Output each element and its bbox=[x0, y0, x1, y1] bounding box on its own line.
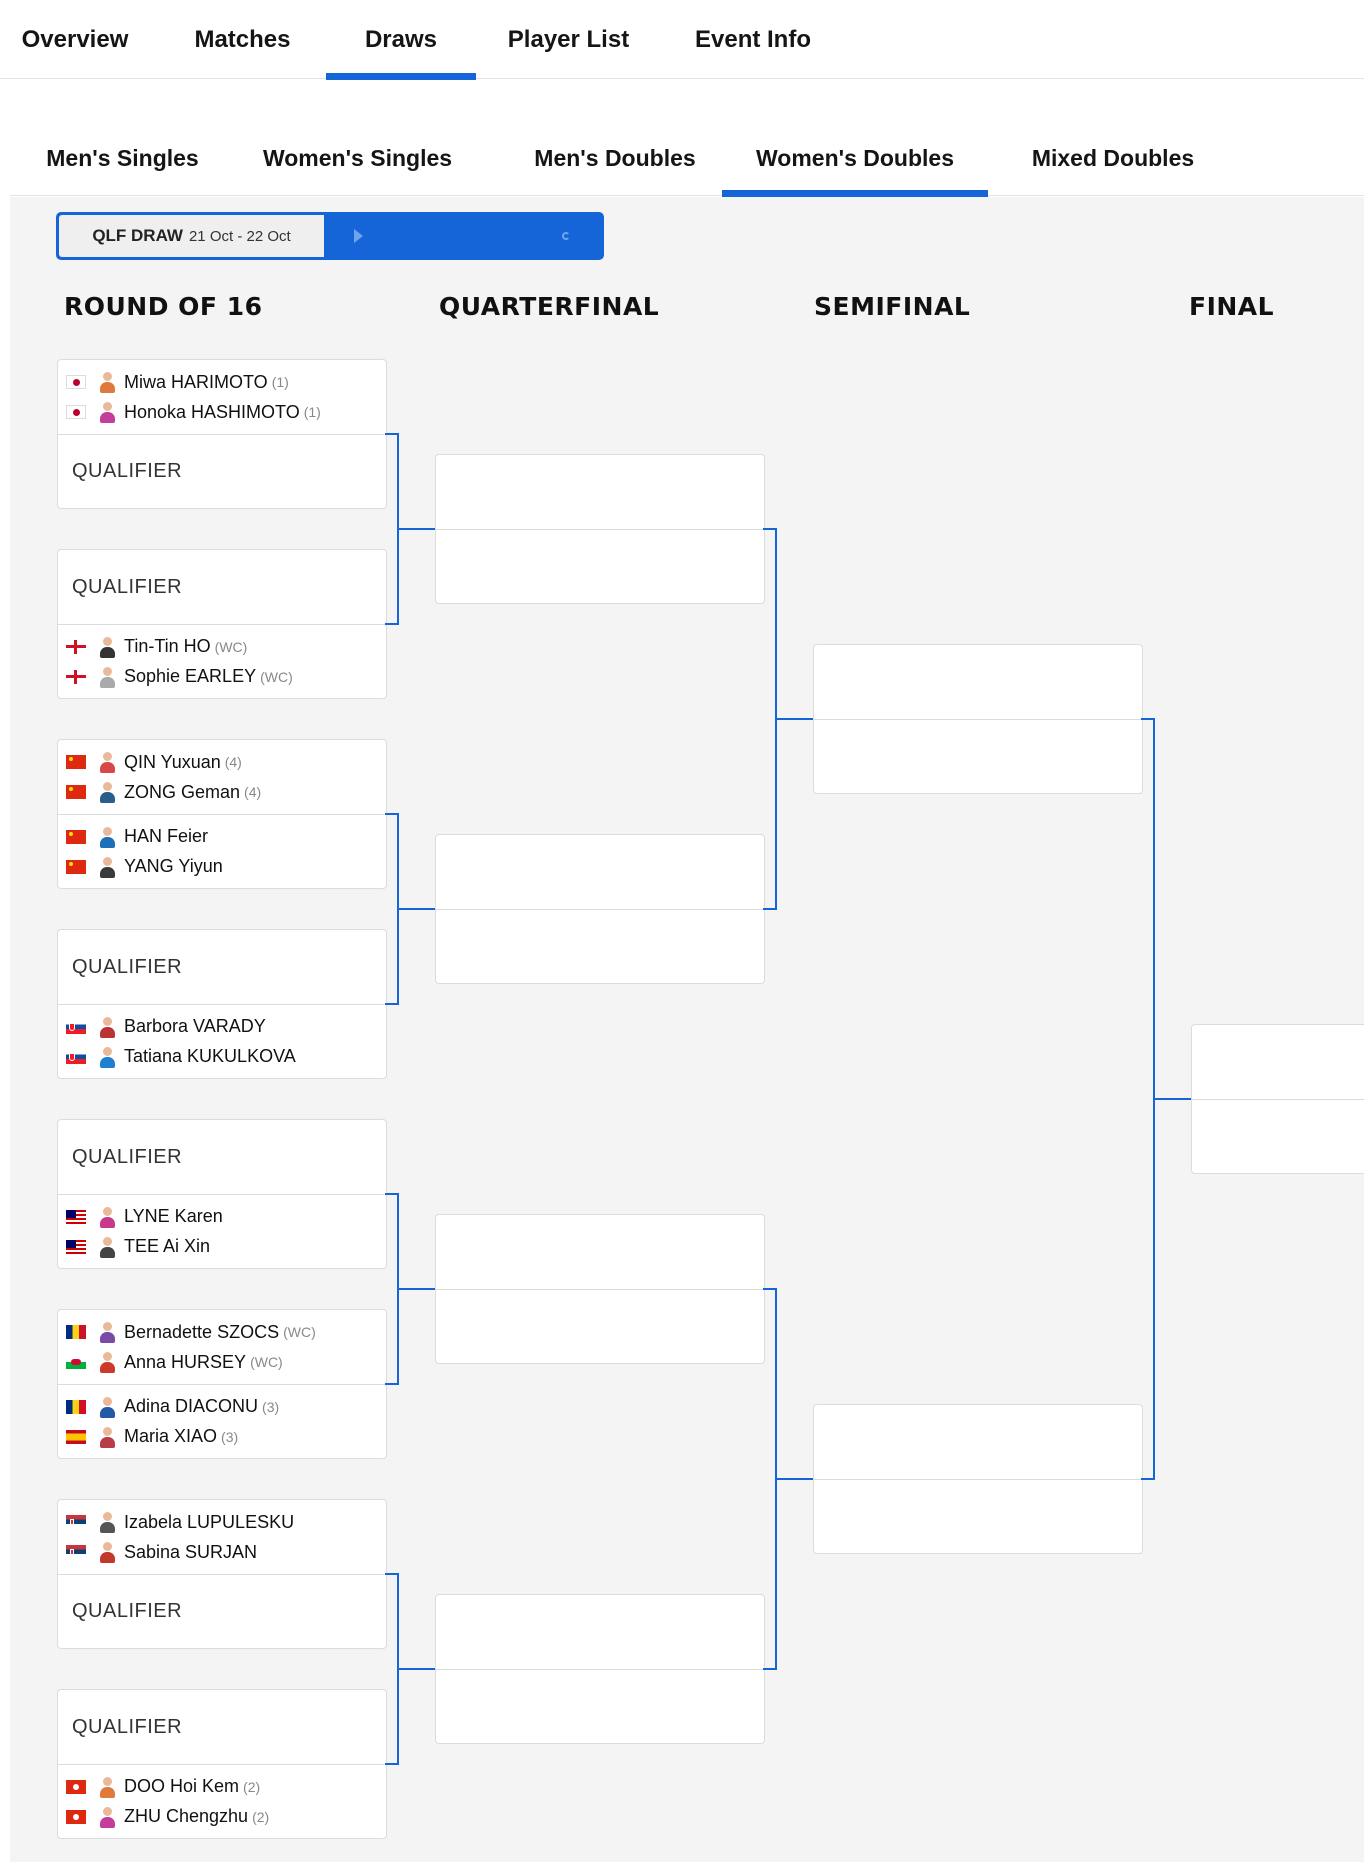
bracket-connector bbox=[385, 813, 399, 1005]
player-name: Tin-Tin HO bbox=[124, 636, 211, 656]
player-seed: (4) bbox=[244, 784, 262, 800]
qf-match bbox=[435, 454, 765, 604]
player-row[interactable] bbox=[58, 662, 386, 692]
round-title-r16: ROUND OF 16 bbox=[64, 292, 263, 321]
bracket-connector bbox=[1141, 718, 1155, 1480]
player-avatar-icon bbox=[98, 1351, 116, 1373]
bracket-connector-line bbox=[399, 1668, 435, 1670]
player-avatar-icon bbox=[98, 666, 116, 688]
tab-mens-doubles[interactable]: Men's Doubles bbox=[534, 144, 696, 171]
player-seed: (WC) bbox=[214, 638, 248, 655]
player-avatar-icon bbox=[98, 401, 116, 423]
player-name: YANG Yiyun bbox=[124, 856, 223, 876]
player-row[interactable] bbox=[58, 1392, 386, 1422]
tab-draws[interactable]: Draws bbox=[326, 0, 476, 79]
player-avatar-icon bbox=[98, 1511, 116, 1533]
player-name: Maria XIAO bbox=[124, 1426, 218, 1446]
bracket-connector-line bbox=[399, 908, 435, 910]
tab-matches[interactable]: Matches bbox=[194, 25, 291, 53]
flag-icon bbox=[66, 830, 86, 844]
r16-match bbox=[57, 739, 387, 889]
draw-label: QLF DRAW bbox=[92, 226, 183, 245]
player-row[interactable] bbox=[58, 1347, 386, 1377]
player-avatar-icon bbox=[98, 1236, 116, 1258]
bracket-connector-line bbox=[777, 1478, 813, 1480]
round-title-final: FINAL bbox=[1189, 292, 1275, 321]
bracket-connector bbox=[385, 1573, 399, 1765]
empty-slot bbox=[1192, 1025, 1364, 1099]
flag-icon bbox=[66, 785, 86, 799]
qf-match bbox=[435, 1214, 765, 1364]
empty-slot bbox=[436, 835, 764, 909]
draw-selector-option-qlf[interactable] bbox=[59, 215, 324, 257]
player-row[interactable] bbox=[58, 367, 386, 397]
round-title-qf: QUARTERFINAL bbox=[439, 292, 660, 321]
sf-match bbox=[813, 644, 1143, 794]
player-avatar-icon bbox=[98, 1776, 116, 1798]
player-avatar-icon bbox=[98, 826, 116, 848]
player-seed: (2) bbox=[252, 1808, 270, 1825]
flag-icon bbox=[66, 1355, 86, 1369]
flag-icon bbox=[66, 1780, 86, 1794]
player-seed: (1) bbox=[303, 404, 321, 420]
pair-slot[interactable] bbox=[58, 814, 386, 888]
player-avatar-icon bbox=[98, 751, 116, 773]
player-avatar-icon bbox=[98, 1321, 116, 1343]
player-seed: (1) bbox=[271, 374, 289, 390]
bracket-connector bbox=[385, 1193, 399, 1385]
r16-match bbox=[57, 1689, 387, 1839]
flag-icon bbox=[66, 670, 86, 684]
player-seed: (2) bbox=[243, 1778, 261, 1795]
r16-match bbox=[57, 1309, 387, 1459]
tab-mens-singles[interactable]: Men's Singles bbox=[46, 144, 199, 171]
tab-mixed-doubles[interactable]: Mixed Doubles bbox=[1031, 144, 1195, 171]
flag-icon bbox=[66, 860, 86, 874]
player-row[interactable] bbox=[58, 1232, 386, 1262]
player-seed: (3) bbox=[262, 1398, 280, 1415]
player-row[interactable] bbox=[58, 632, 386, 662]
player-name: Honoka HASHIMOTO bbox=[124, 401, 300, 422]
player-avatar-icon bbox=[98, 1806, 116, 1828]
flag-icon bbox=[66, 1430, 86, 1444]
qualifier-slot[interactable] bbox=[58, 1574, 386, 1648]
flag-icon bbox=[66, 375, 86, 389]
tab-womens-singles[interactable]: Women's Singles bbox=[262, 144, 453, 171]
player-name: HAN Feier bbox=[124, 826, 209, 846]
qualifier-slot[interactable] bbox=[58, 1690, 386, 1764]
player-seed: (WC) bbox=[260, 668, 293, 685]
refresh-icon bbox=[562, 232, 570, 240]
player-row[interactable] bbox=[58, 747, 386, 777]
empty-slot bbox=[814, 1405, 1142, 1479]
player-name: ZHU Chengzhu bbox=[124, 1806, 249, 1826]
qualifier-label: QUALIFIER bbox=[72, 575, 183, 598]
tab-womens-doubles[interactable]: Women's Doubles bbox=[722, 120, 988, 196]
qualifier-slot[interactable] bbox=[58, 434, 386, 508]
player-name: TEE Ai Xin bbox=[124, 1236, 211, 1256]
player-avatar-icon bbox=[98, 636, 116, 658]
draw-selector[interactable] bbox=[56, 212, 604, 260]
qualifier-slot[interactable] bbox=[58, 930, 386, 1004]
player-row[interactable] bbox=[58, 852, 386, 882]
r16-match bbox=[57, 549, 387, 699]
empty-slot bbox=[436, 455, 764, 529]
qualifier-label: QUALIFIER bbox=[72, 460, 183, 482]
flag-icon bbox=[66, 1810, 86, 1824]
player-avatar-icon bbox=[98, 1046, 116, 1068]
pair-slot[interactable] bbox=[58, 1310, 386, 1384]
player-name: Miwa HARIMOTO bbox=[124, 371, 268, 392]
flag-icon bbox=[66, 1545, 86, 1559]
pair-slot[interactable] bbox=[58, 360, 386, 434]
tab-player-list[interactable]: Player List bbox=[507, 25, 630, 53]
player-name: Sabina SURJAN bbox=[124, 1541, 258, 1562]
round-title-sf: SEMIFINAL bbox=[814, 292, 971, 321]
draw-dates: 21 Oct - 22 Oct bbox=[188, 227, 291, 245]
flag-icon bbox=[66, 1050, 86, 1064]
player-name: ZONG Geman bbox=[124, 781, 241, 802]
empty-slot bbox=[436, 529, 764, 603]
player-seed: (WC) bbox=[250, 1354, 283, 1370]
player-row[interactable] bbox=[58, 1422, 386, 1452]
empty-slot bbox=[436, 1595, 764, 1669]
flag-icon bbox=[66, 1515, 86, 1529]
flag-icon bbox=[66, 640, 86, 654]
player-row[interactable] bbox=[58, 1802, 386, 1832]
qualifier-label: QUALIFIER bbox=[72, 1600, 183, 1622]
empty-slot bbox=[814, 719, 1142, 793]
player-avatar-icon bbox=[98, 1396, 116, 1418]
flag-icon bbox=[66, 1325, 86, 1339]
player-name: Bernadette SZOCS bbox=[124, 1321, 280, 1342]
final-match bbox=[1191, 1024, 1364, 1174]
bracket-connector-line bbox=[399, 1288, 435, 1290]
bracket-connector-line bbox=[777, 718, 813, 720]
player-name: Anna HURSEY bbox=[124, 1351, 247, 1372]
pair-slot[interactable] bbox=[58, 740, 386, 814]
player-name: Izabela LUPULESKU bbox=[124, 1511, 295, 1532]
player-row[interactable] bbox=[58, 1317, 386, 1347]
player-name: Sophie EARLEY bbox=[124, 666, 257, 686]
player-row[interactable] bbox=[58, 397, 386, 427]
player-name: Adina DIACONU bbox=[124, 1396, 259, 1416]
flag-icon bbox=[66, 1210, 86, 1224]
player-avatar-icon bbox=[98, 1541, 116, 1563]
event-navigation bbox=[10, 120, 1364, 196]
qf-match bbox=[435, 834, 765, 984]
qf-match bbox=[435, 1594, 765, 1744]
player-seed: (WC) bbox=[283, 1324, 316, 1340]
player-avatar-icon bbox=[98, 1426, 116, 1448]
top-navigation bbox=[0, 0, 1364, 79]
player-seed: (4) bbox=[224, 754, 242, 770]
player-avatar-icon bbox=[98, 371, 116, 393]
player-name: DOO Hoi Kem bbox=[124, 1776, 240, 1796]
player-row[interactable] bbox=[58, 822, 386, 852]
tab-event-info[interactable]: Event Info bbox=[694, 25, 811, 53]
bracket-connector bbox=[763, 1288, 777, 1670]
qualifier-slot[interactable] bbox=[58, 550, 386, 624]
empty-slot bbox=[814, 645, 1142, 719]
r16-match bbox=[57, 1499, 387, 1649]
pair-slot[interactable] bbox=[58, 1384, 386, 1458]
tab-overview[interactable]: Overview bbox=[21, 25, 129, 53]
flag-icon bbox=[66, 1240, 86, 1254]
sf-match bbox=[813, 1404, 1143, 1554]
player-avatar-icon bbox=[98, 781, 116, 803]
flag-icon bbox=[66, 405, 86, 419]
pair-slot[interactable] bbox=[58, 1764, 386, 1838]
qualifier-label: QUALIFIER bbox=[72, 955, 183, 978]
player-avatar-icon bbox=[98, 856, 116, 878]
pair-slot[interactable] bbox=[58, 1194, 386, 1268]
player-row[interactable] bbox=[58, 777, 386, 807]
play-icon bbox=[354, 229, 363, 243]
player-name: LYNE Karen bbox=[124, 1206, 223, 1226]
empty-slot bbox=[436, 1289, 764, 1363]
bracket-connector bbox=[763, 528, 777, 910]
r16-match bbox=[57, 1119, 387, 1269]
qualifier-slot[interactable] bbox=[58, 1120, 386, 1194]
player-avatar-icon bbox=[98, 1016, 116, 1038]
empty-slot bbox=[1192, 1099, 1364, 1173]
pair-slot[interactable] bbox=[58, 1500, 386, 1574]
bracket-connector-line bbox=[1155, 1098, 1191, 1100]
player-avatar-icon bbox=[98, 1206, 116, 1228]
flag-icon bbox=[66, 1400, 86, 1414]
flag-icon bbox=[66, 755, 86, 769]
r16-match bbox=[57, 359, 387, 509]
r16-match bbox=[57, 929, 387, 1079]
player-row[interactable] bbox=[58, 1772, 386, 1802]
player-row[interactable] bbox=[58, 1202, 386, 1232]
player-row[interactable] bbox=[58, 1507, 386, 1537]
qualifier-label: QUALIFIER bbox=[72, 1145, 183, 1168]
player-row[interactable] bbox=[58, 1042, 386, 1072]
qualifier-label: QUALIFIER bbox=[72, 1715, 183, 1738]
pair-slot[interactable] bbox=[58, 624, 386, 698]
empty-slot bbox=[814, 1479, 1142, 1553]
player-name: Tatiana KUKULKOVA bbox=[124, 1046, 296, 1066]
player-seed: (3) bbox=[221, 1428, 239, 1445]
pair-slot[interactable] bbox=[58, 1004, 386, 1078]
empty-slot bbox=[436, 1215, 764, 1289]
player-row[interactable] bbox=[58, 1537, 386, 1567]
bracket-connector-line bbox=[399, 528, 435, 530]
empty-slot bbox=[436, 1669, 764, 1743]
empty-slot bbox=[436, 909, 764, 983]
player-name: QIN Yuxuan bbox=[124, 751, 221, 772]
bracket-connector bbox=[385, 433, 399, 625]
player-row[interactable] bbox=[58, 1012, 386, 1042]
player-name: Barbora VARADY bbox=[124, 1016, 266, 1036]
flag-icon bbox=[66, 1020, 86, 1034]
